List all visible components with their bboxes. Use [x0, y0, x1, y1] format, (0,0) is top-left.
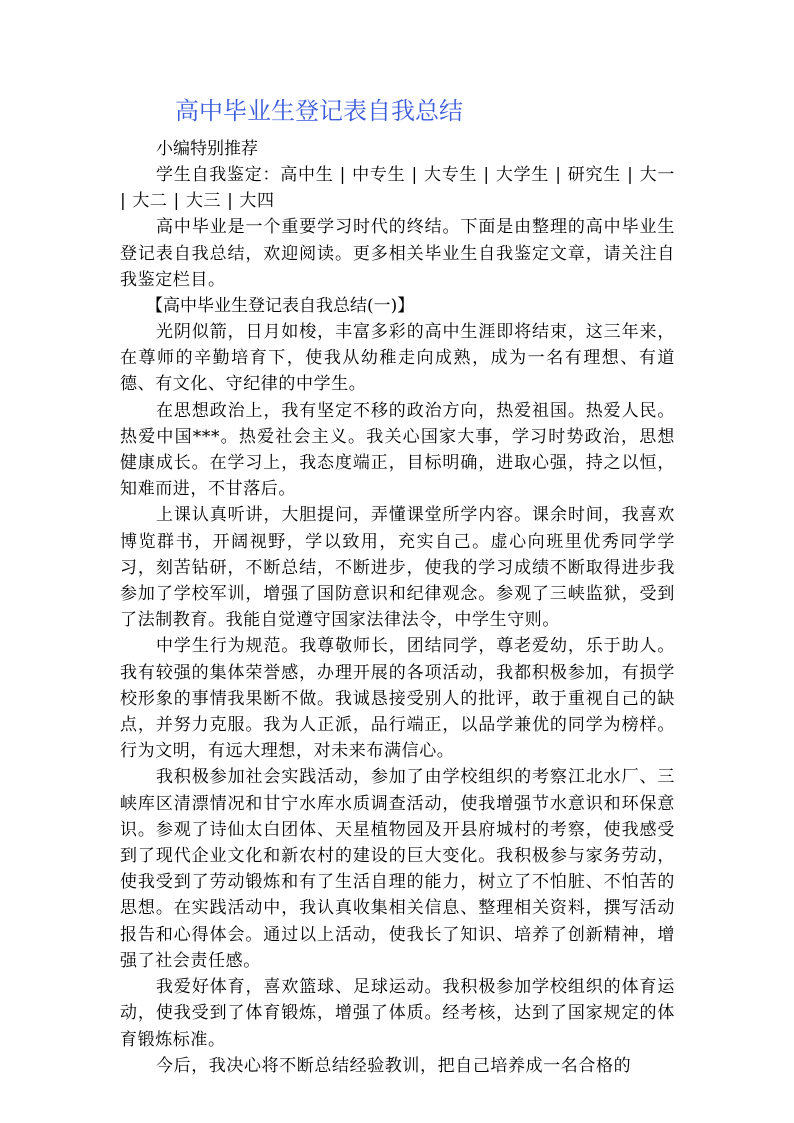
intro-paragraph: 高中毕业是一个重要学习时代的终结。下面是由整理的高中毕业生登记表自我总结，欢迎阅读。更多相关毕业生自我鉴定文章，请关注自我鉴定栏目。	[120, 217, 675, 290]
body-paragraph: 光阴似箭，日月如梭，丰富多彩的高中生涯即将结束，这三年来，在尊师的辛勤培育下，使我从幼稚走向成熟，成为一名有理想、有道德、有文化、守纪律的中学生。	[120, 322, 675, 395]
body-paragraph: 我积极参加社会实践活动，参加了由学校组织的考察江北水厂、三峡库区清漂情况和甘宁水库水质调查活动，使我增强节水意识和环保意识。参观了诗仙太白团体、天星植物园及开县府城村的考察，使我感受到了现代企业文化和新农村的建设的巨大变化。我积极参与家务劳动，使我受到了劳动锻炼和有了生活自理的能力，树立了不怕脏、不怕苦的思想。在实践活动中，我认真收集相关信息、整理相关资料，撰写活动报告和心得体会。通过以上活动，使我长了知识、培养了创新精神，增强了社会责任感。	[120, 767, 675, 971]
body-paragraph: 上课认真听讲，大胆提问，弄懂课堂所学内容。课余时间，我喜欢博览群书，开阔视野，学以致用，充实自己。虚心向班里优秀同学学习，刻苦钻研，不断总结，不断进步，使我的学习成绩不断取得进步我参加了学校军训，增强了国防意识和纪律观念。参观了三峡监狱，受到了法制教育。我能自觉遵守国家法律法令，中学生守则。	[120, 505, 675, 631]
body-paragraph: 我爱好体育，喜欢篮球、足球运动。我积极参加学校组织的体育运动，使我受到了体育锻炼，增强了体质。经考核，达到了国家规定的体育锻炼标准。	[120, 977, 675, 1050]
recommend-line: 小编特别推荐	[156, 139, 258, 159]
body-paragraph: 在思想政治上，我有坚定不移的政治方向，热爱祖国。热爱人民。热爱中国***。热爱社会主义。我关心国家大事，学习时势政治，思想健康成长。在学习上，我态度端正，目标明确，进取心强，持之以恒，知难而进，不甘落后。	[120, 400, 675, 500]
document-page	[120, 92, 675, 1079]
body-paragraph: 今后，我决心将不断总结经验教训，把自己培养成一名合格的	[156, 1055, 632, 1076]
category-list: 学生自我鉴定：高中生 | 中专生 | 大专生 | 大学生 | 研究生 | 大一 | 大二 | 大三 | 大四	[120, 165, 675, 212]
section-heading: 【高中毕业生登记表自我总结(一)】	[146, 296, 415, 317]
body-paragraph: 中学生行为规范。我尊敬师长，团结同学，尊老爱幼，乐于助人。我有较强的集体荣誉感，办理开展的各项活动，我都积极参加，有损学校形象的事情我果断不做。我诚恳接受别人的批评，敢于重视自己的缺点，并努力克服。我为人正派，品行端正，以品学兼优的同学为榜样。行为文明，有远大理想，对未来布满信心。	[120, 636, 675, 762]
document-title: 高中毕业生登记表自我总结	[175, 97, 463, 125]
